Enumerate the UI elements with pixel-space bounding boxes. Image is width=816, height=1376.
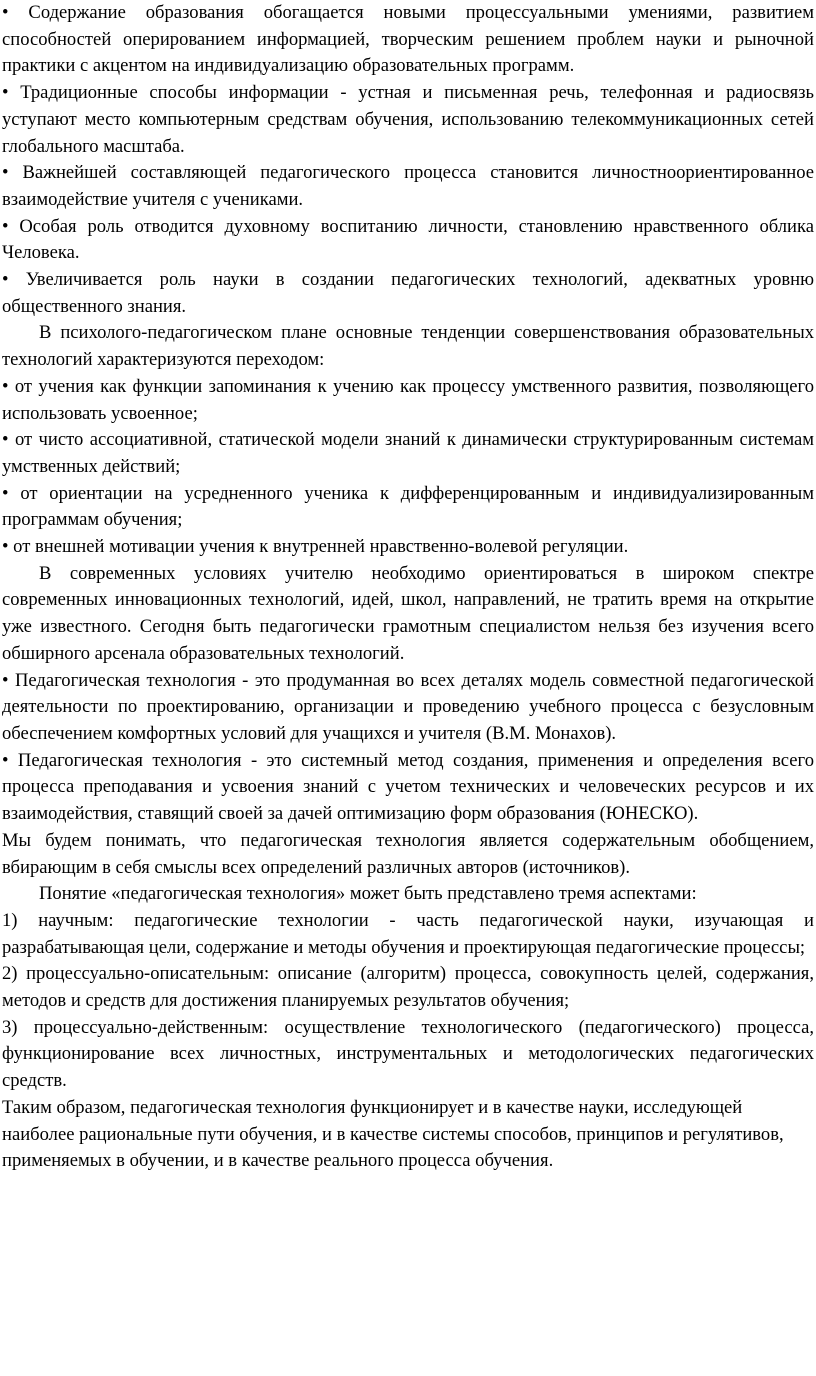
paragraph-science-role: • Увеличивается роль науки в создании педагогических технологий, адекватных уровню общественного знания.: [2, 269, 814, 317]
paragraph-psych-pedagogical-trends: В психолого-педагогическом плане основные тенденции совершенствования образовательных технологий характеризуются переходом:: [2, 322, 814, 371]
aspect-scientific: 1) научным: педагогические технологии - часть педагогической науки, изучающая и разрабатывающая цели, содержание и методы обучения и проектирующая педагогические процессы;: [2, 909, 814, 958]
paragraph-content-enrichment: • Содержание образования обогащается новыми процессуальными умениями, развитием способностей оперированием информацией, творческим решением проблем науки и рыночной практики с акцентом на индивидуализацию образовательных программ.: [2, 2, 814, 77]
paragraph-understanding: Мы будем понимать, что педагогическая технология является содержательным обобщением, вбирающим в себя смыслы всех определений различных авторов (источников).: [2, 829, 814, 878]
definition-monakhov: • Педагогическая технология - это продуманная во всех деталях модель совместной педагогической деятельности по проектированию, организации и проведению учебного процесса с безусловным обеспечением комфортных условий для учащихся и учителя (В.М. Монахов).: [2, 669, 814, 744]
paragraph-personal-interaction: • Важнейшей составляющей педагогического процесса становится личностноориентированное взаимодействие учителя с учениками.: [2, 162, 814, 210]
list-item-transition-2: • от чисто ассоциативной, статической модели знаний к динамически структурированным системам умственных действий;: [2, 429, 814, 477]
paragraph-traditional-methods: • Традиционные способы информации - устная и письменная речь, телефонная и радиосвязь уступают место компьютерным средствам обучения, использованию телекоммуникационных сетей глобального масштаба.: [2, 82, 814, 157]
aspect-active: 3) процессуально-действенным: осуществление технологического (педагогического) процесса, функционирование всех личностных, инструментальных и методологических педагогических средств.: [2, 1016, 814, 1092]
paragraph-modern-conditions: В современных условиях учителю необходимо ориентироваться в широком спектре современных инновационных технологий, идей, школ, направлений, не тратить время на открытие уже известного. Сегодня быть педагогически грамотным специалистом нельзя без изучения всего обширного арсенала образовательных технологий.: [2, 562, 814, 664]
list-item-transition-1: • от учения как функции запоминания к учению как процессу умственного развития, позволяющего использовать усвоенное;: [2, 375, 814, 424]
definition-unesco: • Педагогическая технология - это системный метод создания, применения и определения всего процесса преподавания и усвоения знаний с учетом технических и человеческих ресурсов и их взаимодействия, ставящий своей за дачей оптимизацию форм образования (ЮНЕСКО).: [2, 749, 814, 825]
aspect-descriptive: 2) процессуально-описательным: описание (алгоритм) процесса, совокупность целей, содержания, методов и средств для достижения планируемых результатов обучения;: [2, 963, 814, 1012]
paragraph-spiritual-education: • Особая роль отводится духовному воспитанию личности, становлению нравственного облика Человека.: [2, 215, 814, 264]
paragraph-three-aspects: Понятие «педагогическая технология» может быть представлено тремя аспектами:: [39, 883, 697, 905]
list-item-transition-3: • от ориентации на усредненного ученика к дифференцированным и индивидуализированным программам обучения;: [2, 482, 814, 531]
list-item-transition-4: • от внешней мотивации учения к внутренней нравственно-волевой регуляции.: [2, 536, 629, 558]
paragraph-conclusion: Таким образом, педагогическая технология функционирует и в качестве науки, исследующей наиболее рациональные пути обучения, и в качестве системы способов, принципов и регулятивов, применяемых в обучении, и в качестве реального процесса обучения.: [2, 1096, 784, 1172]
